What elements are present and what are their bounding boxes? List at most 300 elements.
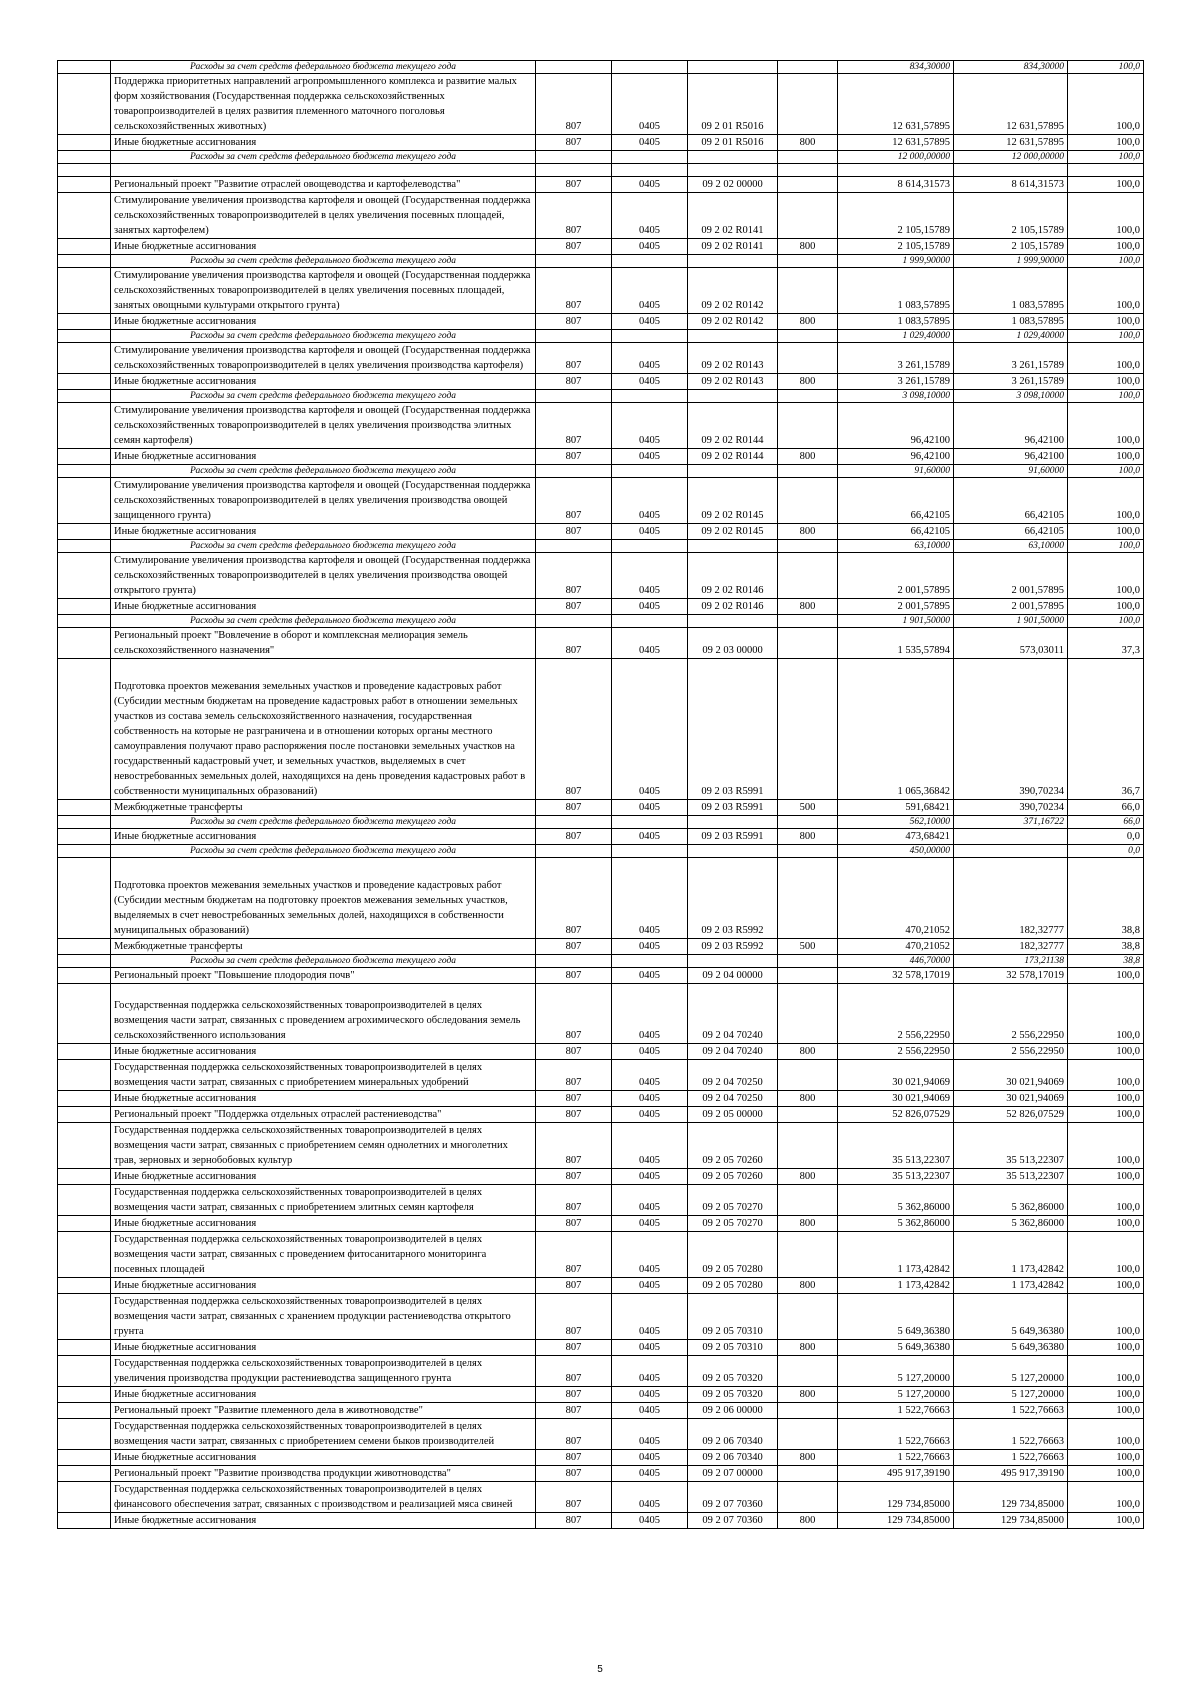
- item-name-cell: Государственная поддержка сельскохозяйственных товаропроизводителей в целях финансового обеспечения затрат, связанных с производством и реализацией мяса свиней: [111, 1482, 536, 1513]
- execution-percent-cell: 100,0: [1068, 1060, 1144, 1091]
- row-number-cell: [58, 829, 111, 845]
- execution-percent-cell: 100,0: [1068, 984, 1144, 1044]
- executed-amount-cell: 2 556,22950: [954, 1044, 1068, 1060]
- target-article-cell: 09 2 02 R0145: [688, 524, 778, 540]
- target-article-cell: [688, 330, 778, 343]
- item-name-cell: Иные бюджетные ассигнования: [111, 449, 536, 465]
- expense-type-cell: [778, 845, 838, 858]
- item-name-cell: Государственная поддержка сельскохозяйственных товаропроизводителей в целях возмещения части затрат, связанных с приобретением семян однолетних и многолетних трав, зерновых и зернобобовых культур: [111, 1123, 536, 1169]
- execution-percent-cell: 100,0: [1068, 1185, 1144, 1216]
- row-number-cell: [58, 390, 111, 403]
- table-row: [58, 1091, 1144, 1107]
- executed-amount-cell: 1 173,42842: [954, 1232, 1068, 1278]
- row-number-cell: [58, 1232, 111, 1278]
- executed-amount-cell: 96,42100: [954, 403, 1068, 449]
- executed-amount-cell: 1 999,90000: [954, 255, 1068, 268]
- item-name-cell: Расходы за счет средств федерального бюджета текущего года: [111, 255, 536, 268]
- planned-amount-cell: 12 631,57895: [838, 135, 954, 151]
- target-article-cell: 09 2 03 R5992: [688, 939, 778, 955]
- execution-percent-cell: 100,0: [1068, 1278, 1144, 1294]
- item-name-cell: Государственная поддержка сельскохозяйственных товаропроизводителей в целях возмещения части затрат, связанных с проведением фитосанитарного мониторинга посевных площадей: [111, 1232, 536, 1278]
- expense-type-cell: [778, 553, 838, 599]
- section-code-cell: 0405: [612, 314, 688, 330]
- execution-percent-cell: 100,0: [1068, 74, 1144, 135]
- executed-amount-cell: 573,03011: [954, 628, 1068, 659]
- expense-type-cell: 800: [778, 524, 838, 540]
- table-row: [58, 74, 1144, 135]
- table-row: [58, 524, 1144, 540]
- item-name-cell: Расходы за счет средств федерального бюджета текущего года: [111, 845, 536, 858]
- expense-type-cell: [778, 193, 838, 239]
- table-row: [58, 1450, 1144, 1466]
- row-number-cell: [58, 1356, 111, 1387]
- item-name-cell: Иные бюджетные ассигнования: [111, 1216, 536, 1232]
- item-name-cell: Стимулирование увеличения производства картофеля и овощей (Государственная поддержка сельскохозяйственных товаропроизводителей в целях увеличения посевных площадей, занятых овощными культурами открытого грунта): [111, 268, 536, 314]
- section-code-cell: 0405: [612, 599, 688, 615]
- target-article-cell: 09 2 02 00000: [688, 177, 778, 193]
- row-number-cell: [58, 330, 111, 343]
- row-number-cell: [58, 1107, 111, 1123]
- row-number-cell: [58, 845, 111, 858]
- table-row: [58, 829, 1144, 845]
- department-code-cell: [536, 164, 612, 177]
- executed-amount-cell: 12 631,57895: [954, 74, 1068, 135]
- planned-amount-cell: 2 556,22950: [838, 1044, 954, 1060]
- department-code-cell: [536, 330, 612, 343]
- department-code-cell: [536, 151, 612, 164]
- table-row: [58, 193, 1144, 239]
- table-row: [58, 135, 1144, 151]
- table-row: [58, 1294, 1144, 1340]
- executed-amount-cell: 2 556,22950: [954, 984, 1068, 1044]
- execution-percent-cell: 100,0: [1068, 390, 1144, 403]
- execution-percent-cell: 100,0: [1068, 374, 1144, 390]
- expense-type-cell: [778, 858, 838, 939]
- item-name-cell: Региональный проект "Вовлечение в оборот и комплексная мелиорация земель сельскохозяйственного назначения": [111, 628, 536, 659]
- row-number-cell: [58, 1169, 111, 1185]
- row-number-cell: [58, 177, 111, 193]
- expense-type-cell: 800: [778, 1091, 838, 1107]
- section-code-cell: 0405: [612, 1403, 688, 1419]
- department-code-cell: 807: [536, 1278, 612, 1294]
- row-number-cell: [58, 939, 111, 955]
- department-code-cell: 807: [536, 1356, 612, 1387]
- executed-amount-cell: 5 649,36380: [954, 1340, 1068, 1356]
- target-article-cell: 09 2 05 70280: [688, 1278, 778, 1294]
- target-article-cell: 09 2 07 00000: [688, 1466, 778, 1482]
- expense-type-cell: 500: [778, 800, 838, 816]
- executed-amount-cell: 5 362,86000: [954, 1185, 1068, 1216]
- executed-amount-cell: 371,16722: [954, 816, 1068, 829]
- target-article-cell: [688, 615, 778, 628]
- item-name-cell: [111, 164, 536, 177]
- item-name-cell: Расходы за счет средств федерального бюджета текущего года: [111, 465, 536, 478]
- section-code-cell: [612, 615, 688, 628]
- execution-percent-cell: 100,0: [1068, 1482, 1144, 1513]
- department-code-cell: [536, 540, 612, 553]
- target-article-cell: [688, 390, 778, 403]
- target-article-cell: 09 2 04 00000: [688, 968, 778, 984]
- target-article-cell: 09 2 02 R0145: [688, 478, 778, 524]
- executed-amount-cell: 1 083,57895: [954, 314, 1068, 330]
- department-code-cell: 807: [536, 599, 612, 615]
- executed-amount-cell: 66,42105: [954, 478, 1068, 524]
- department-code-cell: [536, 61, 612, 74]
- department-code-cell: [536, 955, 612, 968]
- section-code-cell: [612, 390, 688, 403]
- federal-budget-subrow: [58, 845, 1144, 858]
- federal-budget-subrow: [58, 465, 1144, 478]
- executed-amount-cell: 91,60000: [954, 465, 1068, 478]
- planned-amount-cell: 470,21052: [838, 939, 954, 955]
- row-number-cell: [58, 74, 111, 135]
- row-number-cell: [58, 968, 111, 984]
- item-name-cell: Стимулирование увеличения производства картофеля и овощей (Государственная поддержка сельскохозяйственных товаропроизводителей в целях увеличения производства элитных семян картофеля): [111, 403, 536, 449]
- execution-percent-cell: 100,0: [1068, 1123, 1144, 1169]
- section-code-cell: 0405: [612, 449, 688, 465]
- expense-type-cell: [778, 465, 838, 478]
- row-number-cell: [58, 314, 111, 330]
- section-code-cell: 0405: [612, 374, 688, 390]
- section-code-cell: 0405: [612, 524, 688, 540]
- executed-amount-cell: 3 261,15789: [954, 374, 1068, 390]
- department-code-cell: 807: [536, 1185, 612, 1216]
- section-code-cell: 0405: [612, 628, 688, 659]
- expense-type-cell: [778, 1482, 838, 1513]
- target-article-cell: 09 2 05 70280: [688, 1232, 778, 1278]
- section-code-cell: 0405: [612, 1232, 688, 1278]
- federal-budget-subrow: [58, 955, 1144, 968]
- section-code-cell: [612, 255, 688, 268]
- execution-percent-cell: 100,0: [1068, 1466, 1144, 1482]
- expense-type-cell: [778, 61, 838, 74]
- table-row: [58, 984, 1144, 1044]
- target-article-cell: 09 2 04 70250: [688, 1060, 778, 1091]
- table-row: [58, 1169, 1144, 1185]
- expense-type-cell: [778, 1419, 838, 1450]
- item-name-cell: Иные бюджетные ассигнования: [111, 1340, 536, 1356]
- item-name-cell: Иные бюджетные ассигнования: [111, 1278, 536, 1294]
- table-row: [58, 800, 1144, 816]
- spacer-row: [58, 164, 1144, 177]
- item-name-cell: Региональный проект "Развитие отраслей овощеводства и картофелеводства": [111, 177, 536, 193]
- execution-percent-cell: 100,0: [1068, 239, 1144, 255]
- execution-percent-cell: 100,0: [1068, 193, 1144, 239]
- item-name-cell: Расходы за счет средств федерального бюджета текущего года: [111, 61, 536, 74]
- department-code-cell: 807: [536, 268, 612, 314]
- table-row: [58, 939, 1144, 955]
- planned-amount-cell: [838, 164, 954, 177]
- execution-percent-cell: 100,0: [1068, 449, 1144, 465]
- executed-amount-cell: 390,70234: [954, 659, 1068, 800]
- item-name-cell: Иные бюджетные ассигнования: [111, 1387, 536, 1403]
- section-code-cell: 0405: [612, 177, 688, 193]
- target-article-cell: 09 2 03 R5992: [688, 858, 778, 939]
- expense-type-cell: [778, 615, 838, 628]
- section-code-cell: 0405: [612, 1091, 688, 1107]
- item-name-cell: Государственная поддержка сельскохозяйственных товаропроизводителей в целях возмещения части затрат, связанных с проведением агрохимического обследования земель сельскохозяйственного использования: [111, 984, 536, 1044]
- execution-percent-cell: 100,0: [1068, 1091, 1144, 1107]
- target-article-cell: [688, 151, 778, 164]
- section-code-cell: 0405: [612, 1107, 688, 1123]
- department-code-cell: 807: [536, 1450, 612, 1466]
- row-number-cell: [58, 615, 111, 628]
- table-row: [58, 1419, 1144, 1450]
- execution-percent-cell: 100,0: [1068, 1232, 1144, 1278]
- target-article-cell: 09 2 04 70240: [688, 1044, 778, 1060]
- planned-amount-cell: 5 649,36380: [838, 1340, 954, 1356]
- planned-amount-cell: 5 649,36380: [838, 1294, 954, 1340]
- expense-type-cell: [778, 1185, 838, 1216]
- department-code-cell: 807: [536, 1107, 612, 1123]
- row-number-cell: [58, 1513, 111, 1529]
- section-code-cell: 0405: [612, 1044, 688, 1060]
- department-code-cell: 807: [536, 193, 612, 239]
- row-number-cell: [58, 1466, 111, 1482]
- executed-amount-cell: 12 631,57895: [954, 135, 1068, 151]
- planned-amount-cell: 8 614,31573: [838, 177, 954, 193]
- expense-type-cell: [778, 1466, 838, 1482]
- target-article-cell: 09 2 06 00000: [688, 1403, 778, 1419]
- execution-percent-cell: [1068, 164, 1144, 177]
- page-number: 5: [597, 1664, 603, 1675]
- row-number-cell: [58, 1216, 111, 1232]
- item-name-cell: Поддержка приоритетных направлений агропромышленного комплекса и развитие малых форм хозяйствования (Государственная поддержка сельскохозяйственных товаропроизводителей в целях развития племенного маточного поголовья сельскохозяйственных животных): [111, 74, 536, 135]
- planned-amount-cell: 1 999,90000: [838, 255, 954, 268]
- target-article-cell: 09 2 01 R5016: [688, 74, 778, 135]
- execution-percent-cell: 100,0: [1068, 553, 1144, 599]
- planned-amount-cell: 96,42100: [838, 403, 954, 449]
- department-code-cell: 807: [536, 939, 612, 955]
- executed-amount-cell: 495 917,39190: [954, 1466, 1068, 1482]
- executed-amount-cell: 3 261,15789: [954, 343, 1068, 374]
- execution-percent-cell: 100,0: [1068, 177, 1144, 193]
- expense-type-cell: 800: [778, 1340, 838, 1356]
- table-row: [58, 1232, 1144, 1278]
- department-code-cell: 807: [536, 1387, 612, 1403]
- department-code-cell: 807: [536, 1169, 612, 1185]
- executed-amount-cell: 3 098,10000: [954, 390, 1068, 403]
- expense-type-cell: [778, 1107, 838, 1123]
- section-code-cell: 0405: [612, 984, 688, 1044]
- expense-type-cell: [778, 628, 838, 659]
- planned-amount-cell: 1 083,57895: [838, 268, 954, 314]
- execution-percent-cell: 100,0: [1068, 1419, 1144, 1450]
- section-code-cell: 0405: [612, 1513, 688, 1529]
- expense-type-cell: [778, 816, 838, 829]
- expense-type-cell: [778, 1294, 838, 1340]
- planned-amount-cell: 1 522,76663: [838, 1419, 954, 1450]
- budget-table-body: [58, 61, 1144, 1529]
- execution-percent-cell: 37,3: [1068, 628, 1144, 659]
- planned-amount-cell: 495 917,39190: [838, 1466, 954, 1482]
- target-article-cell: 09 2 06 70340: [688, 1419, 778, 1450]
- table-row: [58, 628, 1144, 659]
- table-row: [58, 478, 1144, 524]
- item-name-cell: Иные бюджетные ассигнования: [111, 374, 536, 390]
- row-number-cell: [58, 1419, 111, 1450]
- table-row: [58, 858, 1144, 939]
- expense-type-cell: [778, 1232, 838, 1278]
- target-article-cell: 09 2 02 R0141: [688, 193, 778, 239]
- execution-percent-cell: 0,0: [1068, 845, 1144, 858]
- planned-amount-cell: 470,21052: [838, 858, 954, 939]
- target-article-cell: 09 2 02 R0144: [688, 403, 778, 449]
- expense-type-cell: [778, 177, 838, 193]
- section-code-cell: 0405: [612, 1340, 688, 1356]
- target-article-cell: 09 2 05 70260: [688, 1123, 778, 1169]
- execution-percent-cell: 100,0: [1068, 599, 1144, 615]
- table-row: [58, 1403, 1144, 1419]
- section-code-cell: 0405: [612, 858, 688, 939]
- executed-amount-cell: 834,30000: [954, 61, 1068, 74]
- section-code-cell: 0405: [612, 478, 688, 524]
- execution-percent-cell: 100,0: [1068, 615, 1144, 628]
- execution-percent-cell: 100,0: [1068, 1294, 1144, 1340]
- table-row: [58, 1340, 1144, 1356]
- item-name-cell: Иные бюджетные ассигнования: [111, 1091, 536, 1107]
- item-name-cell: Расходы за счет средств федерального бюджета текущего года: [111, 390, 536, 403]
- table-row: [58, 1185, 1144, 1216]
- executed-amount-cell: 1 901,50000: [954, 615, 1068, 628]
- department-code-cell: 807: [536, 1403, 612, 1419]
- section-code-cell: 0405: [612, 1278, 688, 1294]
- target-article-cell: [688, 255, 778, 268]
- row-number-cell: [58, 955, 111, 968]
- expense-type-cell: [778, 390, 838, 403]
- execution-percent-cell: 0,0: [1068, 829, 1144, 845]
- target-article-cell: 09 2 02 R0142: [688, 314, 778, 330]
- item-name-cell: Межбюджетные трансферты: [111, 939, 536, 955]
- item-name-cell: Подготовка проектов межевания земельных участков и проведение кадастровых работ (Субсидии местным бюджетам на проведение кадастровых работ в отношении земельных участков из состава земель сельскохозяйственного назначения, государственная собственность на которые не разграничена и в отношении которых органы местного самоуправления получают право распоряжения после постановки земельных участков на государственный кадастровый учет, и земельных участков, выделяемых в счет невостребованных земельных долей, находящихся на день проведения кадастровых работ в собственности муниципальных образований): [111, 659, 536, 800]
- department-code-cell: [536, 465, 612, 478]
- target-article-cell: 09 2 02 R0143: [688, 343, 778, 374]
- section-code-cell: [612, 330, 688, 343]
- section-code-cell: 0405: [612, 1356, 688, 1387]
- expense-type-cell: [778, 659, 838, 800]
- execution-percent-cell: 100,0: [1068, 268, 1144, 314]
- item-name-cell: Иные бюджетные ассигнования: [111, 1513, 536, 1529]
- department-code-cell: [536, 816, 612, 829]
- planned-amount-cell: 66,42105: [838, 524, 954, 540]
- row-number-cell: [58, 1278, 111, 1294]
- executed-amount-cell: 66,42105: [954, 524, 1068, 540]
- department-code-cell: 807: [536, 1044, 612, 1060]
- execution-percent-cell: 100,0: [1068, 314, 1144, 330]
- section-code-cell: 0405: [612, 1169, 688, 1185]
- execution-percent-cell: 66,0: [1068, 816, 1144, 829]
- item-name-cell: Государственная поддержка сельскохозяйственных товаропроизводителей в целях увеличения производства продукции растениеводства защищенного грунта: [111, 1356, 536, 1387]
- target-article-cell: 09 2 03 00000: [688, 628, 778, 659]
- section-code-cell: 0405: [612, 659, 688, 800]
- department-code-cell: 807: [536, 374, 612, 390]
- planned-amount-cell: 91,60000: [838, 465, 954, 478]
- execution-percent-cell: 100,0: [1068, 478, 1144, 524]
- section-code-cell: [612, 465, 688, 478]
- execution-percent-cell: 100,0: [1068, 968, 1144, 984]
- department-code-cell: 807: [536, 478, 612, 524]
- expense-type-cell: [778, 1403, 838, 1419]
- table-row: [58, 374, 1144, 390]
- executed-amount-cell: 129 734,85000: [954, 1513, 1068, 1529]
- planned-amount-cell: 2 001,57895: [838, 599, 954, 615]
- target-article-cell: [688, 465, 778, 478]
- item-name-cell: Расходы за счет средств федерального бюджета текущего года: [111, 151, 536, 164]
- planned-amount-cell: 32 578,17019: [838, 968, 954, 984]
- section-code-cell: 0405: [612, 553, 688, 599]
- executed-amount-cell: 30 021,94069: [954, 1091, 1068, 1107]
- section-code-cell: 0405: [612, 800, 688, 816]
- section-code-cell: 0405: [612, 1060, 688, 1091]
- row-number-cell: [58, 343, 111, 374]
- department-code-cell: 807: [536, 858, 612, 939]
- department-code-cell: 807: [536, 1091, 612, 1107]
- section-code-cell: 0405: [612, 1450, 688, 1466]
- row-number-cell: [58, 449, 111, 465]
- table-row: [58, 314, 1144, 330]
- section-code-cell: [612, 955, 688, 968]
- expense-type-cell: 800: [778, 1278, 838, 1294]
- item-name-cell: Расходы за счет средств федерального бюджета текущего года: [111, 540, 536, 553]
- department-code-cell: 807: [536, 524, 612, 540]
- department-code-cell: 807: [536, 314, 612, 330]
- table-row: [58, 239, 1144, 255]
- target-article-cell: [688, 164, 778, 177]
- section-code-cell: 0405: [612, 193, 688, 239]
- planned-amount-cell: 1 522,76663: [838, 1450, 954, 1466]
- execution-percent-cell: 100,0: [1068, 1044, 1144, 1060]
- execution-percent-cell: 100,0: [1068, 403, 1144, 449]
- federal-budget-subrow: [58, 390, 1144, 403]
- target-article-cell: [688, 845, 778, 858]
- federal-budget-subrow: [58, 61, 1144, 74]
- expense-type-cell: [778, 1356, 838, 1387]
- executed-amount-cell: 1 083,57895: [954, 268, 1068, 314]
- target-article-cell: 09 2 02 R0146: [688, 553, 778, 599]
- item-name-cell: Расходы за счет средств федерального бюджета текущего года: [111, 816, 536, 829]
- execution-percent-cell: 100,0: [1068, 61, 1144, 74]
- department-code-cell: 807: [536, 403, 612, 449]
- planned-amount-cell: 1 535,57894: [838, 628, 954, 659]
- federal-budget-subrow: [58, 540, 1144, 553]
- section-code-cell: 0405: [612, 343, 688, 374]
- executed-amount-cell: 5 649,36380: [954, 1294, 1068, 1340]
- section-code-cell: [612, 845, 688, 858]
- department-code-cell: 807: [536, 1060, 612, 1091]
- target-article-cell: 09 2 06 70340: [688, 1450, 778, 1466]
- expense-type-cell: [778, 151, 838, 164]
- target-article-cell: 09 2 02 R0141: [688, 239, 778, 255]
- execution-percent-cell: 100,0: [1068, 1403, 1144, 1419]
- execution-percent-cell: 100,0: [1068, 1216, 1144, 1232]
- executed-amount-cell: 5 127,20000: [954, 1387, 1068, 1403]
- executed-amount-cell: 1 029,40000: [954, 330, 1068, 343]
- section-code-cell: 0405: [612, 74, 688, 135]
- expense-type-cell: 800: [778, 1450, 838, 1466]
- executed-amount-cell: 1 173,42842: [954, 1278, 1068, 1294]
- executed-amount-cell: 12 000,00000: [954, 151, 1068, 164]
- row-number-cell: [58, 524, 111, 540]
- department-code-cell: 807: [536, 1340, 612, 1356]
- target-article-cell: 09 2 04 70250: [688, 1091, 778, 1107]
- target-article-cell: 09 2 03 R5991: [688, 829, 778, 845]
- planned-amount-cell: 52 826,07529: [838, 1107, 954, 1123]
- row-number-cell: [58, 1482, 111, 1513]
- item-name-cell: Расходы за счет средств федерального бюджета текущего года: [111, 955, 536, 968]
- execution-percent-cell: 38,8: [1068, 858, 1144, 939]
- planned-amount-cell: 5 362,86000: [838, 1185, 954, 1216]
- executed-amount-cell: 2 105,15789: [954, 239, 1068, 255]
